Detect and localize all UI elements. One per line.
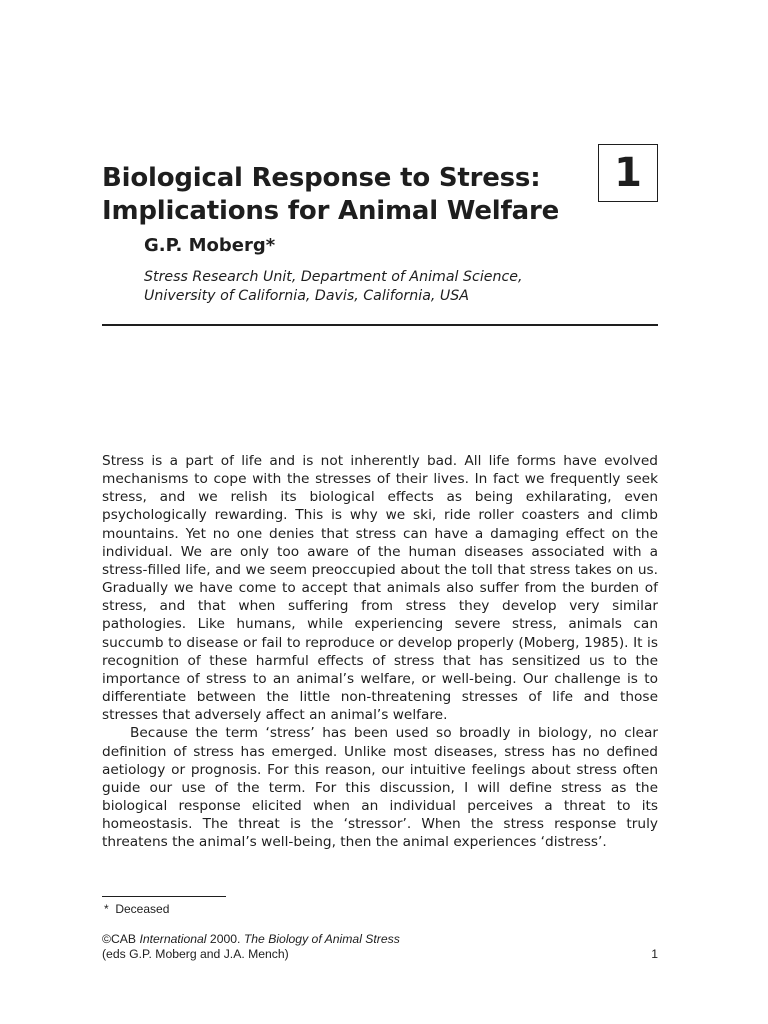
body-text	[102, 452, 658, 851]
book-title: The Biology of Animal Stress	[243, 932, 400, 946]
chapter-title-line-1: Biological Response to Stress:	[102, 163, 541, 193]
chapter-title	[102, 162, 582, 228]
page-number: 1	[651, 947, 658, 961]
chapter-number: 1	[614, 150, 642, 196]
chapter-title-line-2: Implications for Animal Welfare	[102, 196, 560, 226]
author-affiliation	[144, 268, 664, 306]
affiliation-line-1: Stress Research Unit, Department of Animal Science,	[144, 269, 523, 285]
imprint-year: 2000.	[206, 932, 244, 946]
body-paragraph-2: Because the term ‘stress’ has been used so broadly in biology, no clear definition of stress has emerged. Unlike most diseases, stress has no defined aetiology or prognosis. For this reason, our intuitive feelings about stress often guide our use of the term. For this discussion, I will define stress as the biological response elicited when an individual perceives a threat to its homeostasis. The threat is the ‘stressor’. When the stress response truly threatens the animal’s well-being, then the animal experiences ‘distress’.	[102, 725, 658, 851]
copyright-imprint	[102, 932, 400, 962]
imprint-line-1	[102, 932, 400, 947]
header-divider	[102, 324, 658, 326]
publisher-name: International	[139, 932, 207, 946]
body-paragraph-1: Stress is a part of life and is not inherently bad. All life forms have evolved mechanisms to cope with the stresses of their lives. In fact we frequently seek stress, and we relish its biological effects as being exhilarating, even psychologically rewarding. This is why we ski, ride roller coasters and climb mountains. Yet no one denies that stress can have a damaging effect on the individual. We are only too aware of the human diseases associated with a stress-filled life, and we seem preoccupied about the toll that stress takes on us. Gradually we have come to accept that animals also suffer from the burden of stress, and that when suffering from stress they develop very similar pathologies. Like humans, while experiencing severe stress, animals can succumb to disease or fail to reproduce or develop properly (Moberg, 1985). It is recognition of these harmful effects of stress that has sensitized us to the importance of stress to an animal’s welfare, or well-being. Our challenge is to differentiate between the little non-threatening stresses of life and those stresses that adversely affect an animal’s welfare.	[102, 453, 658, 724]
footnote-divider	[102, 896, 226, 897]
copyright-notice: ©CAB	[102, 932, 140, 946]
author-name: G.P. Moberg*	[144, 235, 276, 256]
footnote	[104, 901, 169, 917]
affiliation-line-2: University of California, Davis, California, USA	[144, 288, 470, 304]
chapter-number-box	[598, 144, 658, 202]
imprint-editors: (eds G.P. Moberg and J.A. Mench)	[102, 947, 289, 961]
footnote-text: Deceased	[115, 902, 170, 916]
footnote-marker: *	[104, 902, 109, 916]
